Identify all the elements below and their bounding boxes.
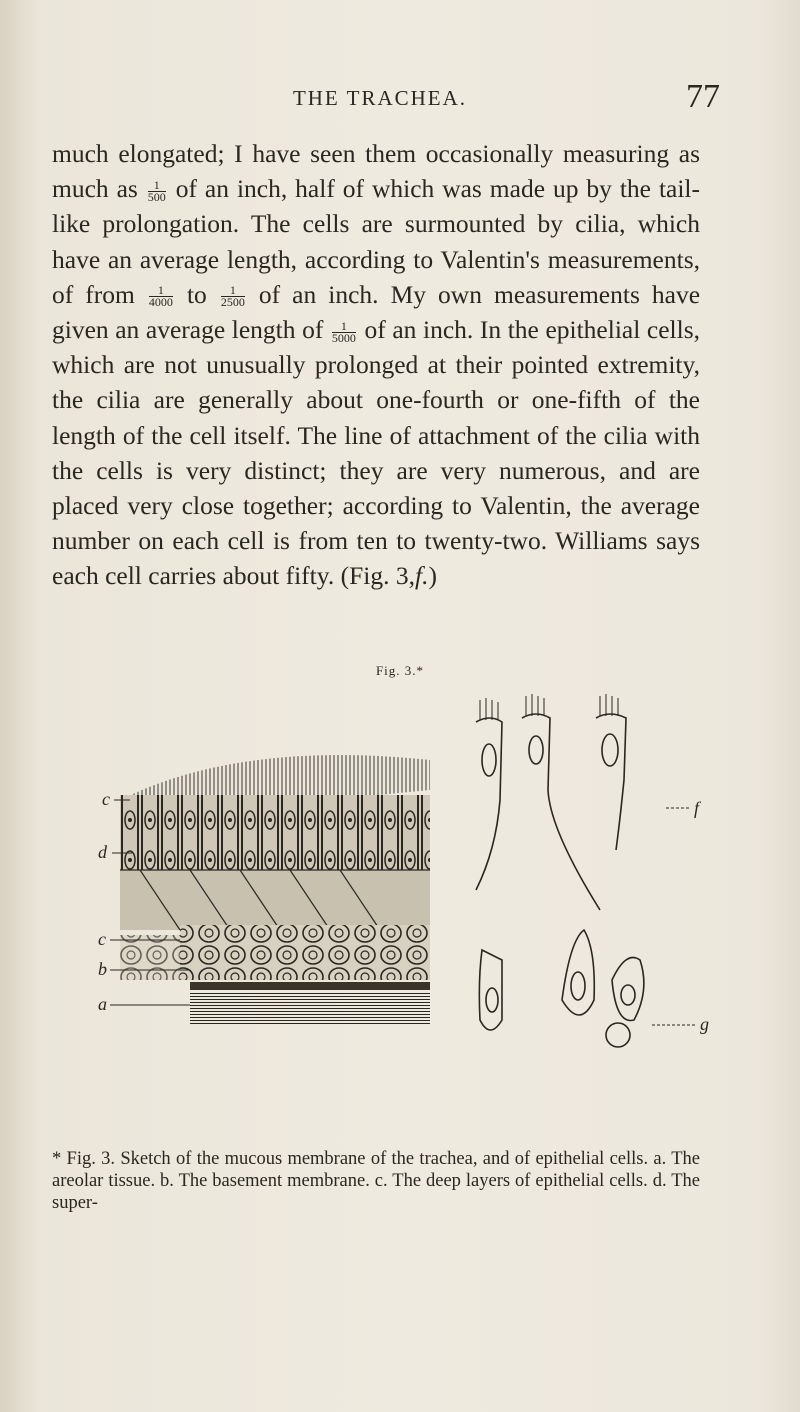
svg-text:c: c: [98, 929, 106, 949]
svg-text:d: d: [98, 842, 107, 862]
figure-illustration: [40, 680, 740, 1080]
fraction-1-500: $\frac{1}{500}$: [147, 177, 166, 204]
membrane-section: [120, 755, 430, 1024]
figure-caption: [52, 1148, 700, 1214]
running-title: THE TRACHEA.: [292, 86, 468, 110]
caption-text: * Fig. 3. Sketch of the mucous membrane of the trachea, and of epithelial cells. a. The areolar tissue. b. The basement membrane. c. The deep layers of epithelial cells. d. The super-: [52, 1149, 700, 1213]
body-text-2: of an inch, half of which was made up by the tail-like prolongation. The cells are surmounted by cilia, which have an average length, according to Valentin's measurements, of from: [52, 174, 701, 309]
svg-text:g: g: [700, 1014, 709, 1034]
svg-text:f: f: [694, 798, 700, 818]
body-text-4: of an inch. My own measurements have given an average length of: [52, 279, 701, 345]
page-header: [60, 78, 720, 118]
fraction-1-5000: $\frac{1}{5000}$: [331, 318, 356, 345]
body-text-5-end: ): [428, 561, 437, 591]
fraction-1-4000: $\frac{1}{4000}$: [148, 283, 173, 310]
trachea-illustration: [40, 680, 740, 1080]
isolated-cells: [476, 694, 644, 1047]
body-paragraph: [52, 136, 700, 594]
svg-text:c: c: [102, 789, 110, 809]
body-text-3: to: [186, 279, 207, 309]
svg-text:a: a: [98, 994, 107, 1014]
fraction-1-2500: $\frac{1}{2500}$: [220, 283, 245, 310]
body-text-1: much elongated; I have seen them occasionally measuring as much as: [52, 139, 700, 204]
figure-label: Fig. 3.*: [375, 663, 425, 678]
page-number: 77: [686, 78, 720, 115]
body-text-5: of an inch. In the epithelial cells, which are not unusually prolonged at their pointed extremity, the cilia are generally about one-fourth or one-fifth of the length of the cell itself. The line of attachment of the cilia with the cells is very distinct; they are very numerous, and are placed very close together; according to Valentin, the average number on each cell is from ten to twenty-two. Williams says each cell carries about fifty. (Fig. 3,: [52, 315, 701, 591]
svg-text:b: b: [98, 959, 107, 979]
figure-ref: f.: [415, 561, 429, 591]
